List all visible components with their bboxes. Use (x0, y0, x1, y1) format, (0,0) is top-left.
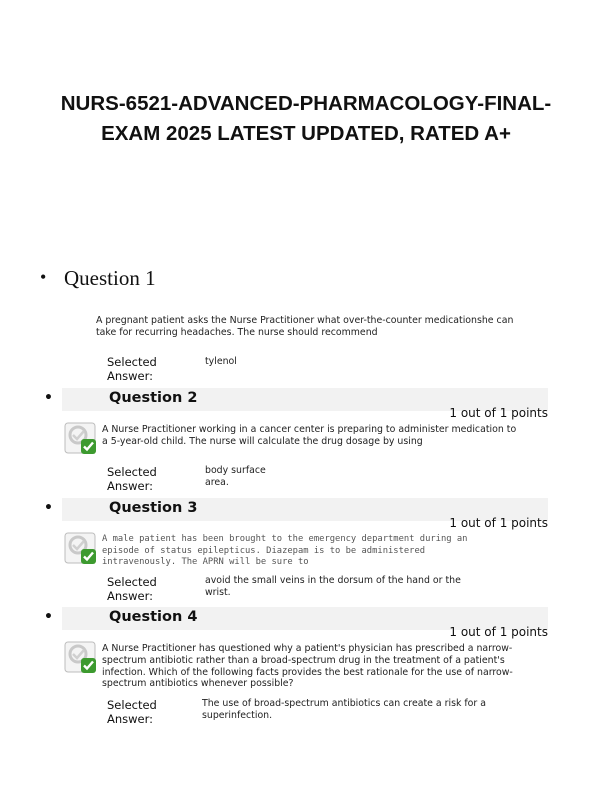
question-2-title: Question 2 (109, 390, 198, 406)
correct-answer-check-icon (64, 422, 98, 456)
question-2-answer: body surface area. (205, 465, 266, 488)
selected-answer-label: Selected Answer: (107, 698, 157, 726)
question-4-points: 1 out of 1 points (449, 625, 548, 639)
question-1-heading (40, 266, 156, 291)
correct-answer-check-icon (64, 532, 98, 566)
question-3-text: A male patient has been brought to the emergency department during an episode of status epilepticus. Diazepam is to be administered intravenously. The APRN will be sure to (102, 534, 468, 568)
question-1-answer: tylenol (205, 356, 237, 367)
question-4-title: Question 4 (109, 609, 198, 625)
document-title: NURS-6521-ADVANCED-PHARMACOLOGY-FINAL-EXAM 2025 LATEST UPDATED, RATED A+ (60, 92, 552, 145)
question-3-points: 1 out of 1 points (449, 516, 548, 530)
question-4-answer: The use of broad-spectrum antibiotics can create a risk for a superinfection. (202, 698, 486, 721)
selected-answer-label: Selected Answer: (107, 575, 157, 603)
bullet: • (44, 390, 53, 406)
question-2-points: 1 out of 1 points (449, 406, 548, 420)
question-3-answer: avoid the small veins in the dorsum of the hand or the wrist. (205, 575, 461, 598)
selected-answer-label: Selected Answer: (107, 465, 157, 493)
bullet: • (44, 609, 53, 625)
question-4-text: A Nurse Practitioner has questioned why a patient's physician has prescribed a narrow-spectrum antibiotic rather than a broad-spectrum drug in the treatment of a patient's infection. Which of the following facts provides the best rationale for the use of narrow-spectrum antibiotics whenever possible? (102, 643, 513, 690)
selected-answer-label: Selected Answer: (107, 355, 157, 383)
question-1-title: Question 1 (64, 266, 156, 290)
question-3-title: Question 3 (109, 500, 198, 516)
question-1-text: A pregnant patient asks the Nurse Practitioner what over-the-counter medicationshe can take for recurring headaches. The nurse should recommend (96, 315, 514, 338)
bullet: • (44, 500, 53, 516)
bullet: • (40, 267, 47, 287)
correct-answer-check-icon (64, 641, 98, 675)
question-2-text: A Nurse Practitioner working in a cancer center is preparing to administer medication to a 5-year-old child. The nurse will calculate the drug dosage by using (102, 424, 517, 447)
